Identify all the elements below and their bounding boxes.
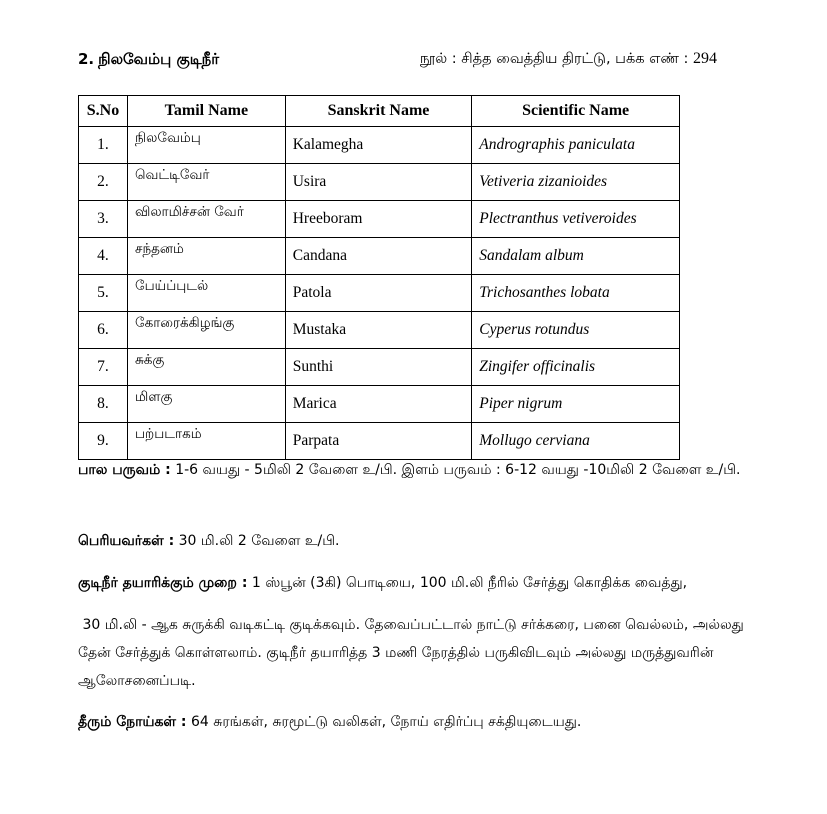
cell-sanskrit-name: Patola [285, 275, 472, 312]
cell-sno: 7. [79, 349, 128, 386]
cell-sno: 1. [79, 127, 128, 164]
table-row [79, 312, 680, 349]
cell-scientific-name: Plectranthus vetiveroides [472, 201, 680, 238]
table-row [79, 423, 680, 460]
cell-sno: 4. [79, 238, 128, 275]
cell-sanskrit-name: Usira [285, 164, 472, 201]
section-title: நிலவேம்பு குடிநீர் [98, 50, 220, 68]
cell-tamil-name: நிலவேம்பு [127, 127, 285, 164]
cell-sanskrit-name: Sunthi [285, 349, 472, 386]
section-heading [78, 50, 219, 70]
cell-scientific-name: Andrographis paniculata [472, 127, 680, 164]
cell-sno: 8. [79, 386, 128, 423]
cell-scientific-name: Mollugo cerviana [472, 423, 680, 460]
column-header-sanskrit: Sanskrit Name [285, 96, 472, 127]
cell-scientific-name: Zingifer officinalis [472, 349, 680, 386]
table-row [79, 127, 680, 164]
source-label: நூல் : சித்த வைத்திய திரட்டு, பக்க எண் : [419, 51, 689, 67]
column-header-sno: S.No [79, 96, 128, 127]
table-header-row [79, 96, 680, 127]
cell-tamil-name: பற்படாகம் [127, 423, 285, 460]
table-row [79, 164, 680, 201]
column-header-tamil: Tamil Name [127, 96, 285, 127]
cell-tamil-name: மிளகு [127, 386, 285, 423]
ingredients-table [78, 95, 680, 460]
section-number: 2. [78, 50, 95, 68]
cell-scientific-name: Piper nigrum [472, 386, 680, 423]
cell-tamil-name: வெட்டிவேர் [127, 164, 285, 201]
preparation-continued-paragraph [78, 611, 758, 695]
cell-scientific-name: Vetiveria zizanioides [472, 164, 680, 201]
cell-tamil-name: சுக்கு [127, 349, 285, 386]
table-row [79, 386, 680, 423]
preparation-label: குடிநீர் தயாரிக்கும் முறை : [78, 575, 248, 591]
preparation-continued-text: 30 மி.லி - ஆக சுருக்கி வடிகட்டி குடிக்கவும். தேவைப்பட்டால் நாட்டு சர்க்கரை, பனை வெல்லம், அல்லது தேன் சேர்த்துக் கொள்ளலாம். குடிநீர் தயாரித்த 3 மணி நேரத்தில் பருகிவிடவும் அல்லது மருத்துவரின் ஆலோசனைப்படி. [78, 617, 744, 689]
dosage-child-text: 1-6 வயது - 5மிலி 2 வேளை உ/பி. இளம் பருவம் : 6-12 வயது -10மிலி 2 வேளை உ/பி. [175, 462, 741, 478]
cell-tamil-name: விலாமிச்சன் வேர் [127, 201, 285, 238]
indications-label: தீரும் நோய்கள் : [78, 714, 187, 730]
dosage-child-label: பால பருவம் : [78, 462, 171, 478]
cell-sanskrit-name: Candana [285, 238, 472, 275]
source-page-number: 294 [693, 50, 717, 67]
cell-sno: 2. [79, 164, 128, 201]
indications-paragraph [78, 708, 758, 736]
table-row [79, 201, 680, 238]
cell-sanskrit-name: Mustaka [285, 312, 472, 349]
preparation-paragraph [78, 569, 758, 597]
preparation-text: 1 ஸ்பூன் (3கி) பொடியை, 100 மி.லி நீரில் சேர்த்து கொதிக்க வைத்து, [251, 575, 688, 591]
dosage-child-paragraph [78, 456, 758, 484]
cell-sanskrit-name: Kalamegha [285, 127, 472, 164]
cell-sno: 9. [79, 423, 128, 460]
cell-tamil-name: பேய்ப்புடல் [127, 275, 285, 312]
cell-sanskrit-name: Marica [285, 386, 472, 423]
cell-sanskrit-name: Hreeboram [285, 201, 472, 238]
table-row [79, 349, 680, 386]
cell-scientific-name: Sandalam album [472, 238, 680, 275]
cell-tamil-name: சந்தனம் [127, 238, 285, 275]
table-row [79, 238, 680, 275]
cell-sno: 5. [79, 275, 128, 312]
cell-scientific-name: Cyperus rotundus [472, 312, 680, 349]
dosage-adult-paragraph [78, 527, 758, 555]
cell-scientific-name: Trichosanthes lobata [472, 275, 680, 312]
table-row [79, 275, 680, 312]
cell-sno: 6. [79, 312, 128, 349]
cell-tamil-name: கோரைக்கிழங்கு [127, 312, 285, 349]
cell-sno: 3. [79, 201, 128, 238]
column-header-scientific: Scientific Name [472, 96, 680, 127]
indications-text: 64 சுரங்கள், சுரமூட்டு வலிகள், நோய் எதிர்ப்பு சக்தியுடையது. [191, 714, 582, 730]
dosage-adult-label: பெரியவர்கள் : [78, 533, 175, 549]
cell-sanskrit-name: Parpata [285, 423, 472, 460]
source-reference [420, 50, 717, 69]
dosage-adult-text: 30 மி.லி 2 வேளை உ/பி. [178, 533, 340, 549]
